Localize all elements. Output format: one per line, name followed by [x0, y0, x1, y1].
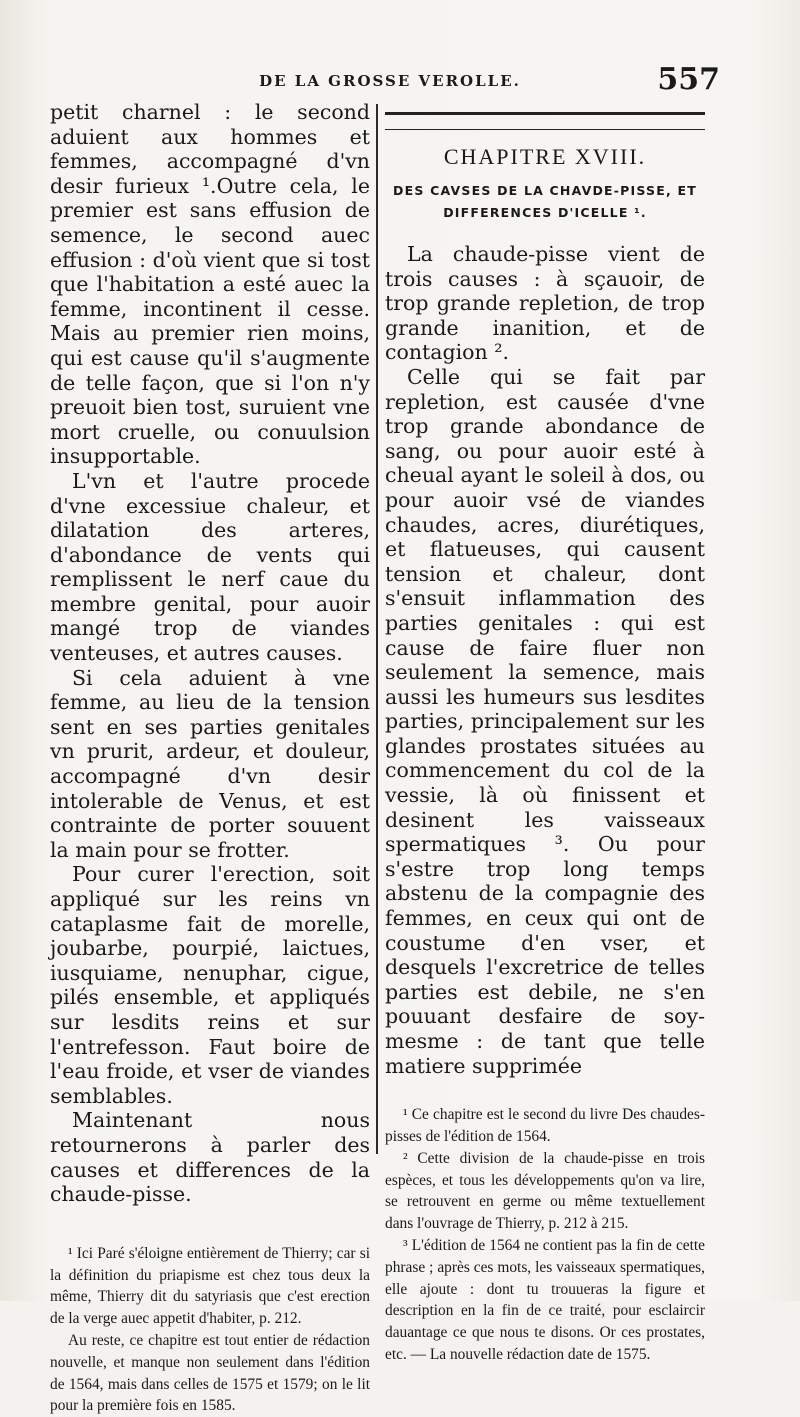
chapter-title: CHAPITRE XVIII.: [443, 144, 647, 169]
left-footnotes: [50, 1243, 370, 1417]
paragraph: petit charnel : le second aduient aux hommes et femmes, accompagné d'vn desir furieux ¹.Outre cela, le premier est sans effusion de semence, le second auec effusion : d'où vient que si tost que l'habitation a esté auec la femme, incontinent il cesse. Mais au premier rien moins, qui est cause qu'il s'augmente de telle façon, que si l'on n'y preuoit bien tost, suruient vne mort cruelle, ou conuulsion insupportable.: [50, 100, 370, 469]
left-column: [50, 100, 370, 1417]
chapter-subtitle: DES CAVSES DE LA CHAVDE-PISSE, ET DIFFERENCES D'ICELLE ¹.: [393, 183, 697, 220]
running-title: DE LA GROSSE VEROLLE.: [259, 72, 521, 90]
paragraph: La chaude-pisse vient de trois causes : à sçauoir, de trop grande repletion, de trop grande inanition, et de contagion ².: [385, 242, 705, 365]
page-number: 557: [657, 62, 720, 97]
paragraph: Maintenant nous retournerons à parler des causes et differences de la chaude-pisse.: [50, 1108, 370, 1207]
paragraph: L'vn et l'autre procede d'vne excessiue chaleur, et dilatation des arteres, d'abondance de vents qui remplissent le nerf caue du membre genital, pour auoir mangé trop de viandes venteuses, et autres causes.: [50, 468, 370, 666]
footnote: ³ L'édition de 1564 ne contient pas la fin de cette phrase ; après ces mots, les vaisseaux spermatiques, elle ajoute : dont tu trouueras la figure et description en la fin de ce traité, pour esclaircir dauantage ce que nous te disons. Or ces prostates, etc. — La nouvelle rédaction date de 1575.: [385, 1236, 705, 1363]
footnote: ¹ Ce chapitre est le second du livre Des chaudes-pisses de l'édition de 1564.: [385, 1106, 705, 1145]
footnote: Au reste, ce chapitre est tout entier de rédaction nouvelle, et manque non seulement dans l'édition de 1564, mais dans celles de 1575 et 1579; on le lit pour la première fois en 1585.: [50, 1331, 370, 1415]
right-footnotes: [385, 1104, 705, 1366]
paragraph: Pour curer l'erection, soit appliqué sur les reins vn cataplasme fait de morelle, joubarbe, pourpié, laictues, iusquiame, nenuphar, cigue, pilés ensemble, et appliqués sur lesdits reins et sur l'entrefesson. Faut boire de l'eau froide, et vser de viandes semblables.: [50, 862, 370, 1108]
footnote: ² Cette division de la chaude-pisse en trois espèces, et tous les développements qu'on va lire, se retrouvent en germe ou même textuellement dans l'ouvrage de Thierry, p. 212 à 215.: [385, 1149, 705, 1233]
left-body-text: [50, 100, 370, 1207]
right-body-text: [385, 242, 705, 1078]
right-column: [385, 100, 705, 1366]
footnote: ¹ Ici Paré s'éloigne entièrement de Thierry; car si la définition du priapisme est chez tous deux la même, Thierry dit du satyriasis que c'est erection de la verge auec appetit d'habiter, p. 212.: [50, 1244, 370, 1328]
column-divider: [376, 104, 378, 1154]
paragraph: Celle qui se fait par repletion, est causée d'vne trop grande abondance de sang, ou pour auoir esté à cheual ayant le soleil à dos, ou pour auoir vsé de viandes chaudes, acres, diurétiques, et flatueuses, qui causent tension et chaleur, dont s'ensuit inflammation des parties genitales : qui est cause de faire fluer non seulement la semence, mais aussi les humeurs sus lesdites parties, principalement sur les glandes prostates situées au commencement du col de la vessie, là où finissent et desinent les vaisseaux spermatiques ³. Ou pour s'estre trop long temps abstenu de la compagnie des femmes, en ceux qui ont de coustume d'en vser, et desquels l'excretrice de telles parties est debile, ne s'en pouuant desfaire de soy-mesme : de tant que telle matiere supprimée: [385, 364, 705, 1078]
paragraph: Si cela aduient à vne femme, au lieu de la tension sent en ses parties genitales vn prurit, ardeur, et douleur, accompagné d'vn desir intolerable de Venus, et est contrainte de porter souuent la main pour se frotter.: [50, 665, 370, 862]
